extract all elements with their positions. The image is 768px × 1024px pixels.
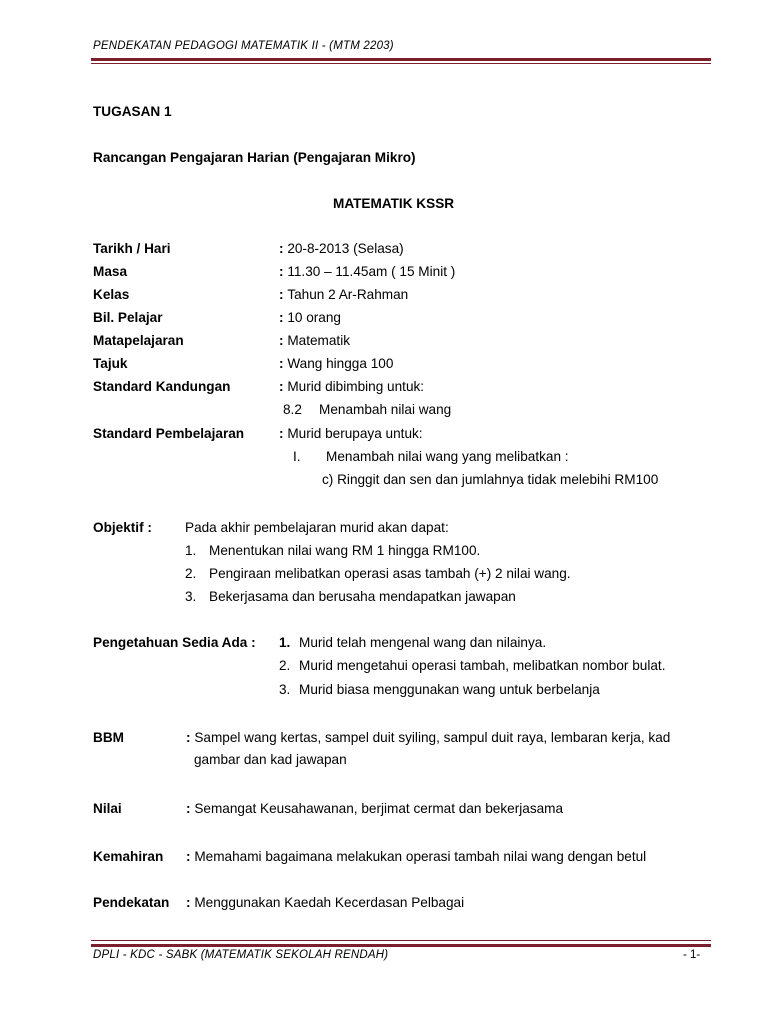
kemahiran-label: Kemahiran (93, 849, 164, 864)
detail-label-standard-kandungan: Standard Kandungan (93, 379, 231, 394)
detail-value-kelas: : Tahun 2 Ar-Rahman (279, 287, 409, 302)
pengetahuan-item-text: Murid telah mengenal wang dan nilainya. (299, 635, 547, 650)
nilai-value: : Semangat Keusahawanan, berjimat cermat dan bekerjasama (186, 801, 564, 816)
detail-label-standard-pembelajaran: Standard Pembelajaran (93, 426, 245, 441)
standard-kandungan-num: 8.2 (283, 402, 302, 417)
header-rule-thin (91, 63, 711, 64)
pengetahuan-item-num: 3. (279, 682, 291, 697)
pengetahuan-item-text: Murid mengetahui operasi tambah, melibatkan nombor bulat. (299, 658, 666, 673)
detail-label-tajuk: Tajuk (93, 356, 128, 371)
objektif-item-num: 1. (185, 543, 197, 558)
detail-value-tarikh: : 20-8-2013 (Selasa) (279, 241, 404, 256)
objektif-item-text: Menentukan nilai wang RM 1 hingga RM100. (209, 543, 481, 558)
detail-label-matapelajaran: Matapelajaran (93, 333, 184, 348)
footer-rule-thick (91, 944, 711, 947)
center-title: MATEMATIK KSSR (333, 196, 455, 211)
pengetahuan-item-num: 1. (279, 635, 291, 650)
page-number: - 1- (683, 949, 701, 961)
detail-label-masa: Masa (93, 264, 128, 279)
footer-rule-thin (91, 940, 711, 941)
detail-value-standard-pembelajaran: : Murid berupaya untuk: (279, 426, 423, 441)
pengetahuan-label: Pengetahuan Sedia Ada : (93, 635, 256, 650)
objektif-item-text: Pengiraan melibatkan operasi asas tambah (+) 2 nilai wang. (209, 566, 571, 581)
detail-value-standard-kandungan: : Murid dibimbing untuk: (279, 379, 425, 394)
document-title: TUGASAN 1 (93, 104, 172, 119)
objektif-item-num: 3. (185, 589, 197, 604)
standard-kandungan-text: Menambah nilai wang (319, 402, 452, 417)
header-rule-thick (91, 58, 711, 61)
document-subtitle: Rancangan Pengajaran Harian (Pengajaran Mikro) (93, 150, 416, 165)
bbm-label: BBM (93, 730, 124, 745)
detail-label-bil-pelajar: Bil. Pelajar (93, 310, 163, 325)
pengetahuan-item-text: Murid biasa menggunakan wang untuk berbelanja (299, 682, 600, 697)
bbm-value: : Sampel wang kertas, sampel duit syiling, sampul duit raya, lembaran kerja, kad (186, 730, 671, 745)
standard-pembelajaran-text: Menambah nilai wang yang melibatkan : (326, 449, 569, 464)
page-header: PENDEKATAN PEDAGOGI MATEMATIK II - (MTM 2203) (93, 40, 394, 52)
detail-value-bil-pelajar: : 10 orang (279, 310, 341, 325)
kemahiran-value: : Memahami bagaimana melakukan operasi tambah nilai wang dengan betul (186, 849, 647, 864)
detail-label-tarikh: Tarikh / Hari (93, 241, 171, 256)
detail-value-masa: : 11.30 – 11.45am ( 15 Minit ) (279, 264, 456, 279)
objektif-item-num: 2. (185, 566, 197, 581)
detail-value-matapelajaran: : Matematik (279, 333, 351, 348)
objektif-label: Objektif : (93, 520, 152, 535)
page-footer: DPLI - KDC - SABK (MATEMATIK SEKOLAH RENDAH) (93, 949, 389, 961)
detail-label-kelas: Kelas (93, 287, 130, 302)
objektif-item-text: Bekerjasama dan berusaha mendapatkan jawapan (209, 589, 516, 604)
pendekatan-value: : Menggunakan Kaedah Kecerdasan Pelbagai (186, 895, 465, 910)
bbm-value-line2: gambar dan kad jawapan (194, 752, 347, 767)
pengetahuan-item-num: 2. (279, 658, 291, 673)
standard-pembelajaran-sub: c) Ringgit dan sen dan jumlahnya tidak melebihi RM100 (322, 472, 659, 487)
standard-pembelajaran-num: I. (293, 449, 301, 464)
pendekatan-label: Pendekatan (93, 895, 170, 910)
objektif-intro: Pada akhir pembelajaran murid akan dapat: (185, 520, 449, 535)
detail-value-tajuk: : Wang hingga 100 (279, 356, 394, 371)
nilai-label: Nilai (93, 801, 122, 816)
